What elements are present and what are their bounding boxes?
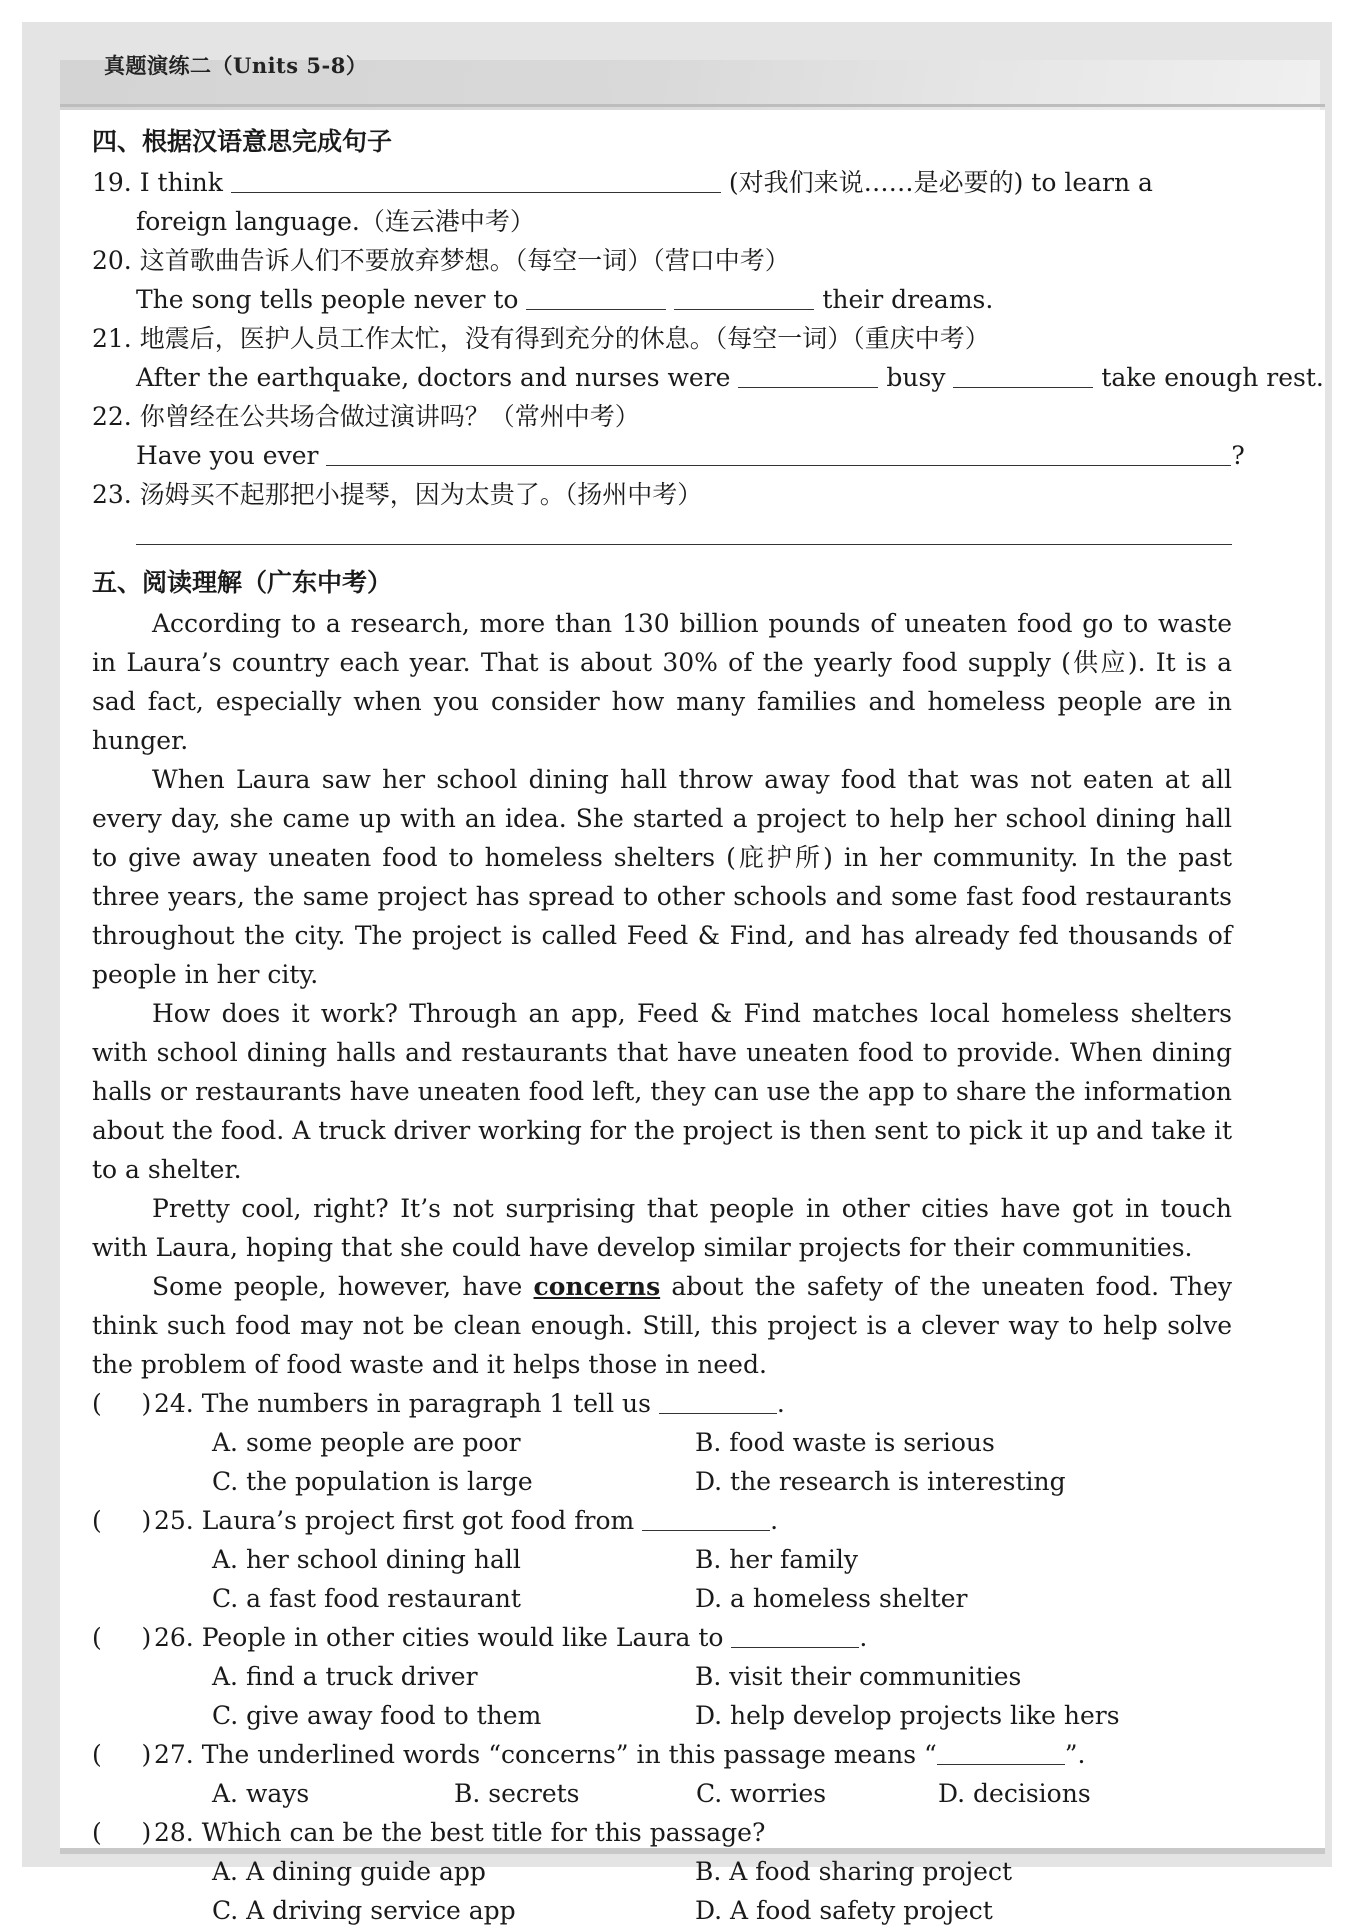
q26-stem: 26. People in other cities would like Laura to <box>154 1623 724 1652</box>
q21-blank-1[interactable] <box>738 361 878 388</box>
underlined-word-concerns: concerns <box>533 1272 661 1301</box>
q27-option-c[interactable]: C. worries <box>696 1779 827 1808</box>
q23-chinese: 汤姆买不起那把小提琴，因为太贵了。（扬州中考） <box>139 480 703 509</box>
q27-stem: 27. The underlined words “concerns” in this passage means “ <box>154 1740 937 1769</box>
q20-chinese: 这首歌曲告诉人们不要放弃梦想。（每空一词）（营口中考） <box>139 246 790 275</box>
q19-suffix: (对我们来说……是必要的) to learn a <box>728 168 1153 197</box>
q20-prefix: The song tells people never to <box>136 285 519 314</box>
q28-options-row-1 <box>92 1852 1232 1891</box>
q20-number: 20. <box>92 246 132 275</box>
question-19 <box>92 163 1232 202</box>
q19-prefix: I think <box>139 168 223 197</box>
question-22 <box>92 397 1232 436</box>
q25-option-c[interactable]: C. a fast food restaurant <box>212 1584 521 1613</box>
q22-chinese: 你曾经在公共场合做过演讲吗？（常州中考） <box>139 402 640 431</box>
question-21 <box>92 319 1232 358</box>
q25-blank[interactable] <box>642 1504 770 1531</box>
q28-stem: 28. Which can be the best title for this passage? <box>154 1818 766 1847</box>
q21-english <box>92 358 1324 397</box>
passage-paragraph-5 <box>92 1267 1232 1384</box>
q24-option-b[interactable]: B. food waste is serious <box>695 1428 995 1457</box>
question-26 <box>92 1618 1232 1657</box>
q22-number: 22. <box>92 402 132 431</box>
q25-option-b[interactable]: B. her family <box>695 1545 859 1574</box>
q24-option-a[interactable]: A. some people are poor <box>212 1428 521 1457</box>
q28-answer-bracket[interactable]: ( ) <box>92 1818 152 1847</box>
q22-prefix: Have you ever <box>136 441 319 470</box>
question-20 <box>92 241 1232 280</box>
q25-option-a[interactable]: A. her school dining hall <box>212 1545 521 1574</box>
q21-blank-2[interactable] <box>953 361 1093 388</box>
q26-answer-bracket[interactable]: ( ) <box>92 1623 152 1652</box>
section-4-title: 四、根据汉语意思完成句子 <box>92 127 393 156</box>
q23-blank[interactable] <box>136 514 1232 545</box>
q27-option-b[interactable]: B. secrets <box>454 1779 580 1808</box>
q28-option-a[interactable]: A. A dining guide app <box>212 1857 486 1886</box>
question-25 <box>92 1501 1232 1540</box>
q20-english <box>92 280 1232 319</box>
q26-option-d[interactable]: D. help develop projects like hers <box>695 1701 1120 1730</box>
q24-blank[interactable] <box>659 1387 777 1414</box>
q21-chinese: 地震后，医护人员工作太忙，没有得到充分的休息。（每空一词）（重庆中考） <box>139 324 990 353</box>
q28-option-c[interactable]: C. A driving service app <box>212 1896 516 1925</box>
q27-blank[interactable] <box>937 1738 1065 1765</box>
q24-option-d[interactable]: D. the research is interesting <box>695 1467 1066 1496</box>
q25-options-row-2 <box>92 1579 1232 1618</box>
passage-paragraph-3: How does it work? Through an app, Feed & Find matches local homeless shelters with school dining halls and restaurants that have uneaten food to provide. When dining halls or restaurants have uneaten food left, they can use the app to share the information about the food. A truck driver working for the project is then sent to pick it up and take it to a shelter. <box>92 999 1232 1184</box>
q28-options-row-2 <box>92 1891 1232 1930</box>
q26-option-c[interactable]: C. give away food to them <box>212 1701 542 1730</box>
question-27 <box>92 1735 1232 1774</box>
q21-middle: busy <box>886 363 946 392</box>
passage-paragraph-1: According to a research, more than 130 billion pounds of uneaten food go to waste in Laura’s country each year. That is about 30% of the yearly food supply (供应). It is a sad fact, especially when you consider how many families and homeless people are in hunger. <box>92 609 1232 755</box>
q19-continuation: foreign language.（连云港中考） <box>136 207 535 236</box>
q25-answer-bracket[interactable]: ( ) <box>92 1506 152 1535</box>
q23-number: 23. <box>92 480 132 509</box>
q28-option-d[interactable]: D. A food safety project <box>695 1896 993 1925</box>
q24-answer-bracket[interactable]: ( ) <box>92 1389 152 1418</box>
q19-number: 19. <box>92 168 132 197</box>
q21-suffix: take enough rest. <box>1101 363 1324 392</box>
footer-band <box>60 1848 1325 1854</box>
q26-option-b[interactable]: B. visit their communities <box>695 1662 1022 1691</box>
q26-option-a[interactable]: A. find a truck driver <box>212 1662 478 1691</box>
q25-options-row-1 <box>92 1540 1232 1579</box>
q24-options-row-2 <box>92 1462 1232 1501</box>
q26-options-row-2 <box>92 1696 1232 1735</box>
q19-blank[interactable] <box>231 166 721 193</box>
question-23 <box>92 475 1232 514</box>
q28-option-b[interactable]: B. A food sharing project <box>695 1857 1013 1886</box>
q27-tail: ”. <box>1064 1740 1086 1769</box>
question-28 <box>92 1813 1232 1852</box>
q27-option-a[interactable]: A. ways <box>212 1779 310 1808</box>
q24-option-c[interactable]: C. the population is large <box>212 1467 533 1496</box>
q24-stem: 24. The numbers in paragraph 1 tell us <box>154 1389 651 1418</box>
q25-tail: . <box>770 1506 779 1535</box>
q26-blank[interactable] <box>731 1621 859 1648</box>
q25-stem: 25. Laura’s project first got food from <box>154 1506 635 1535</box>
q26-tail: . <box>859 1623 868 1652</box>
q20-blank-2[interactable] <box>674 283 814 310</box>
q21-prefix: After the earthquake, doctors and nurses were <box>136 363 731 392</box>
q22-english <box>92 436 1245 475</box>
worksheet-content <box>92 118 1324 1930</box>
q27-answer-bracket[interactable]: ( ) <box>92 1740 152 1769</box>
q27-option-d[interactable]: D. decisions <box>938 1779 1091 1808</box>
p5-suffix: about the safety of the uneaten food. They think such food may not be clean enough. Still, this project is a clever way to help solve the problem of food waste and it helps those in need. <box>92 1272 1233 1379</box>
q25-option-d[interactable]: D. a homeless shelter <box>695 1584 968 1613</box>
q24-options-row-1 <box>92 1423 1232 1462</box>
section-5-title: 五、阅读理解（广东中考） <box>92 568 393 597</box>
question-24 <box>92 1384 1232 1423</box>
p5-prefix: Some people, however, have <box>152 1272 523 1301</box>
reading-passage <box>92 604 1232 1384</box>
q22-suffix: ? <box>1231 441 1245 470</box>
passage-paragraph-2: When Laura saw her school dining hall throw away food that was not eaten at all every day, she came up with an idea. She started a project to help her school dining hall to give away uneaten food to homeless shelters (庇护所) in her community. In the past three years, the same project has spread to other schools and some fast food restaurants throughout the city. The project is called Feed & Find, and has already fed thousands of people in her city. <box>92 765 1232 989</box>
q26-options-row-1 <box>92 1657 1232 1696</box>
q22-blank[interactable] <box>326 439 1231 466</box>
passage-paragraph-4: Pretty cool, right? It’s not surprising that people in other cities have got in touch with Laura, hoping that she could have develop similar projects for their communities. <box>92 1194 1232 1262</box>
q20-suffix: their dreams. <box>822 285 994 314</box>
q24-tail: . <box>776 1389 785 1418</box>
q21-number: 21. <box>92 324 132 353</box>
q27-options-row <box>92 1774 1232 1813</box>
page-header-title: 真题演练二（Units 5-8） <box>104 53 368 78</box>
q20-blank-1[interactable] <box>526 283 666 310</box>
header-divider <box>60 104 1325 107</box>
